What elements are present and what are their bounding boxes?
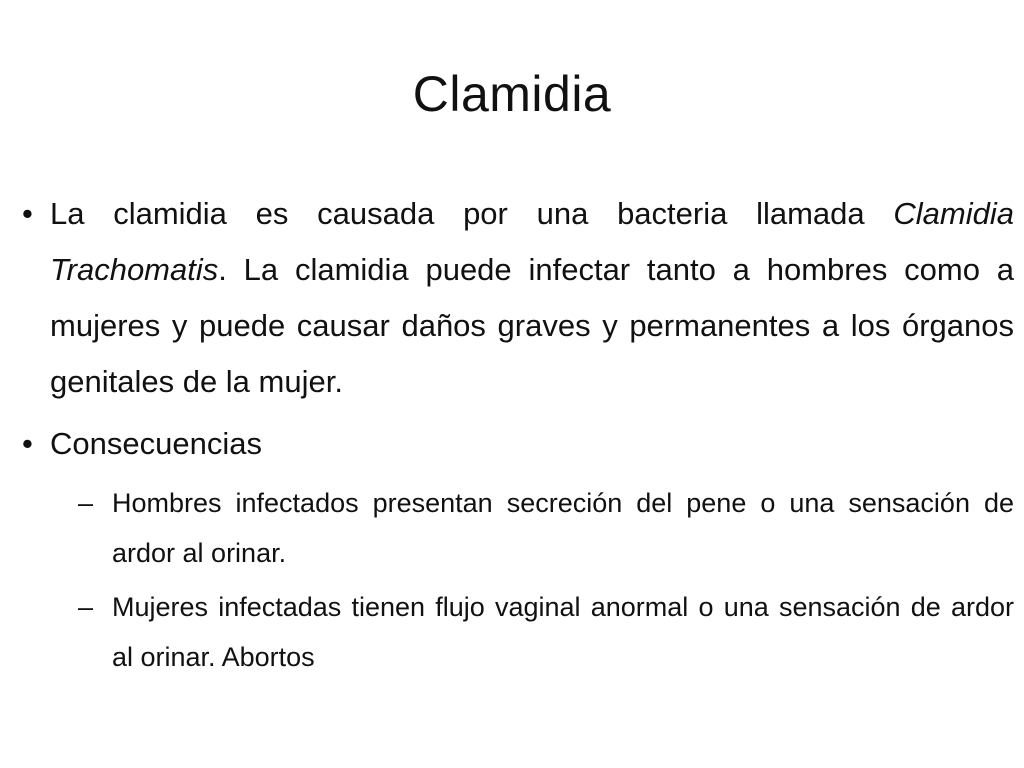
bullet-text-italic: Clamidia Trachomatis bbox=[50, 196, 1014, 287]
bullet-item bbox=[22, 186, 1014, 410]
bullet-item bbox=[22, 416, 1014, 472]
slide-content bbox=[22, 186, 1014, 686]
bullet-marker: • bbox=[22, 196, 33, 231]
sub-bullet-item bbox=[78, 478, 1014, 578]
sub-bullet-text: Hombres infectados presentan secreción del pene o una sensación de ardor al orinar. bbox=[112, 488, 1014, 568]
slide-title: Clamidia bbox=[412, 66, 612, 122]
bullet-text-start: La clamidia es causada por una bacteria llamada bbox=[50, 196, 894, 231]
sub-bullet-item bbox=[78, 582, 1014, 682]
dash-marker: – bbox=[78, 488, 94, 518]
bullet-marker: • bbox=[22, 426, 33, 461]
bullet-text-end: . La clamidia puede infectar tanto a hombres como a mujeres y puede causar daños graves y permanentes a los órganos genitales de la mujer. bbox=[50, 252, 1014, 399]
sub-bullet-text: Mujeres infectadas tienen flujo vaginal anormal o una sensación de ardor al orinar. Abortos bbox=[112, 592, 1014, 672]
dash-marker: – bbox=[78, 592, 94, 622]
bullet-text: Consecuencias bbox=[50, 426, 262, 461]
